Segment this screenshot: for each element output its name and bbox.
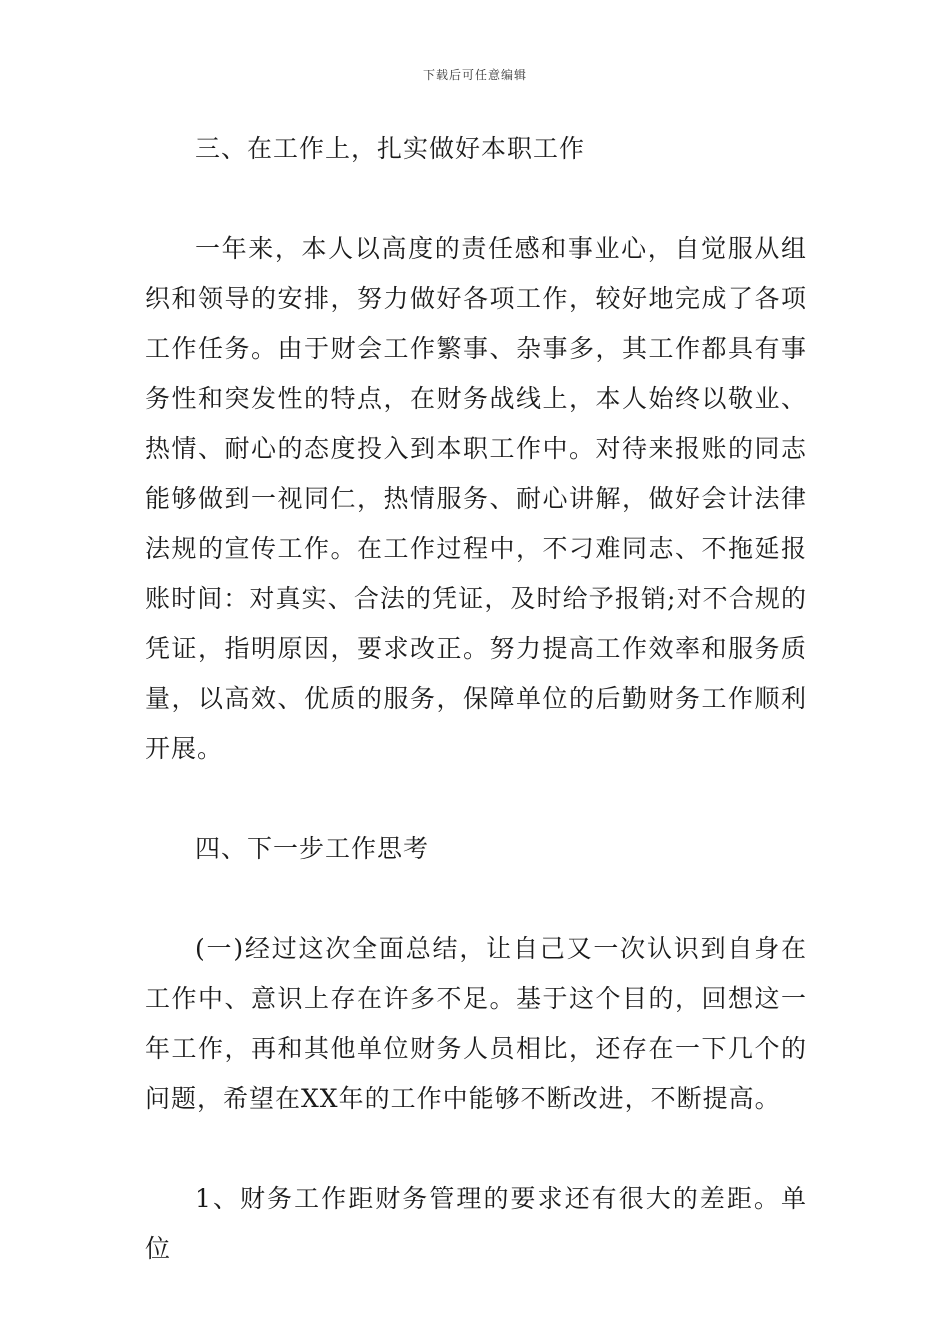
document-body [145, 124, 807, 1274]
paragraph-gap [145, 174, 807, 224]
section-4-item-1: 1、财务工作距财务管理的要求还有很大的差距。单位 [145, 1184, 807, 1263]
section-4-paragraph-1: (一)经过这次全面总结，让自己又一次认识到自身在工作中、意识上存在许多不足。基于这个目的，回想这一年工作，再和其他单位财务人员相比，还存在一下几个的问题，希望在XX年的工作中能够不断改进，不断提高。 [145, 934, 807, 1113]
section-4-heading: 四、下一步工作思考 [195, 834, 430, 863]
section-3-heading: 三、在工作上，扎实做好本职工作 [195, 134, 586, 163]
section-3-paragraph: 一年来，本人以高度的责任感和事业心，自觉服从组织和领导的安排，努力做好各项工作，较好地完成了各项工作任务。由于财会工作繁事、杂事多，其工作都具有事务性和突发性的特点，在财务战线上，本人始终以敬业、热情、耐心的态度投入到本职工作中。对待来报账的同志能够做到一视同仁，热情服务、耐心讲解，做好会计法律法规的宣传工作。在工作过程中，不刁难同志、不拖延报账时间：对真实、合法的凭证，及时给予报销;对不合规的凭证，指明原因，要求改正。努力提高工作效率和服务质量，以高效、优质的服务，保障单位的后勤财务工作顺利开展。 [145, 234, 807, 763]
paragraph-gap [145, 1124, 807, 1174]
paragraph-gap [145, 874, 807, 924]
header-note: 下载后可任意编辑 [422, 68, 527, 82]
paragraph-gap [145, 774, 807, 824]
